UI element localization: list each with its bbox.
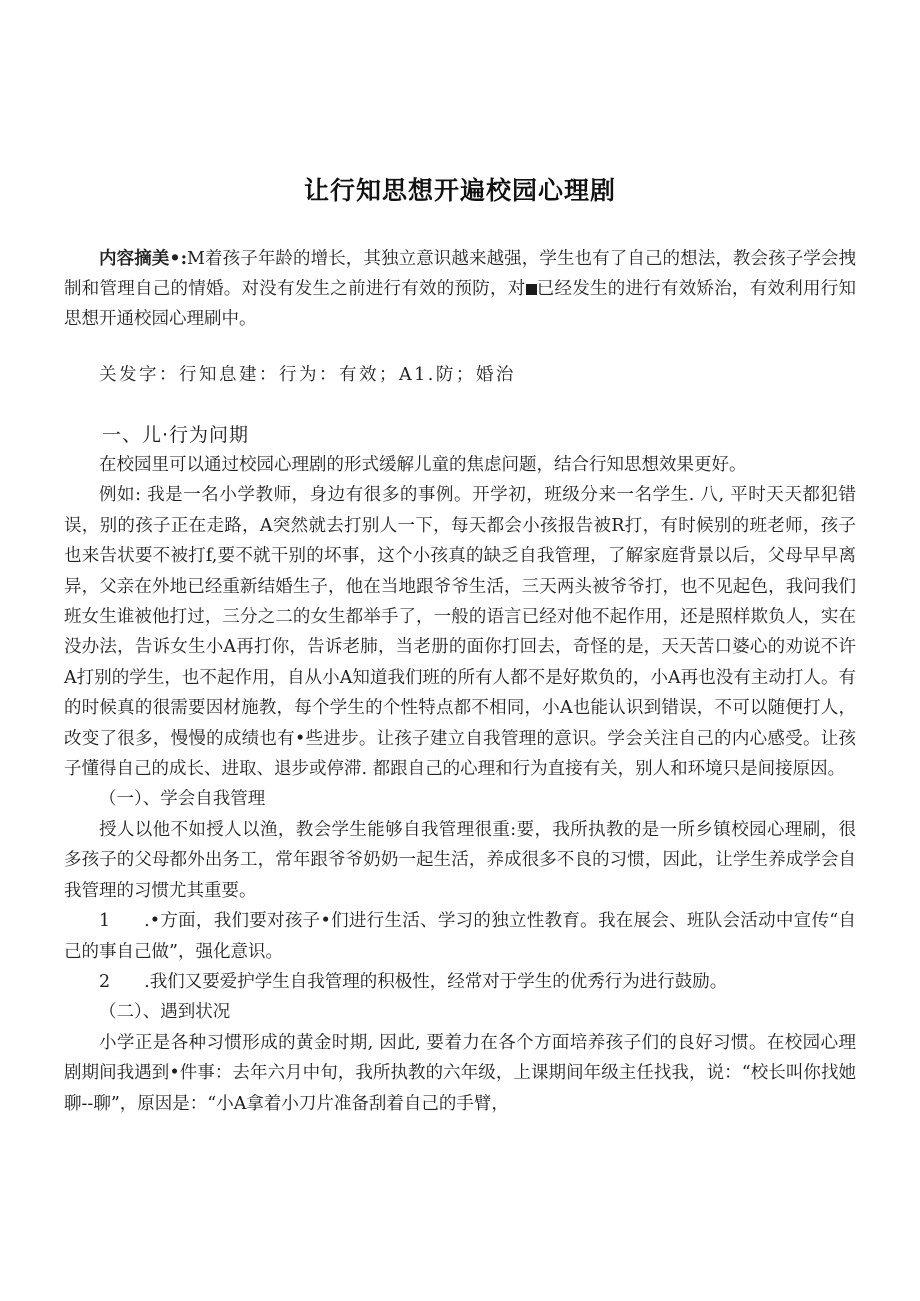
subsection-heading-1: （一）、学会自我管理 bbox=[99, 789, 266, 810]
subsection-1-paragraph-1: 授人以他不如授人以渔，教会学生能够自我管理很重:要，我所执教的是一所乡镇校园心理刷，很多孩子的父母都外出务工，常年跟爷爷奶奶一起生活，养成很多不良的习惯，因此，让学生养成学会自我管理的习惯尤其重要。 bbox=[64, 819, 856, 901]
page-title: 让行知思想开遍校园心理剧 bbox=[303, 176, 616, 205]
section-heading-1: 一、儿·行为问期 bbox=[102, 424, 250, 446]
list-item-text: .•方面，我们要对孩子•们进行生活、学习的独立性教育。我在展会、班队会活动中宣传“自己的事自己做”，强化意识。 bbox=[64, 911, 856, 962]
subsection-2-paragraph-1: 小学正是各种习惯形成的黄金时期, 因此, 要着力在各个方面培养孩子们的良好习惯。在校园心理剧期间我遇到•件事：去年六月中旬，我所执教的六年级，上课期间年级主任找我，说：“校长叫你找她聊--聊”，原因是：“小A拿着小刀片准备刮着自己的手臂， bbox=[64, 1032, 856, 1114]
redaction-block-icon bbox=[526, 284, 537, 295]
section-1-paragraph-2: 例如: 我是一名小学教师，身边有很多的事例。开学初，班级分来一名学生. 八, 平时天天都犯错误，别的孩子正在走路，A突然就去打别人一下，每天都会小孩报告被R打，有时候别的班老师，孩子也来告状要不被打f,要不就干别的坏事，这个小孩真的缺乏自我管理，了解家庭背景以后，父母早早离异，父亲在外地已经重新结婚生子，他在当地跟爷爷生活，三天两头被爷爷打，也不见起色，我问我们班女生谁被他打过，三分之二的女生都举手了，一般的语言已经对他不起作用，还是照样欺负人，实在没办法，告诉女生小A再打你，告诉老肺，当老册的面你打回去，奇怪的是，天天苦口婆心的劝说不许A打别的学生，也不起作用，自从小A知道我们班的所有人都不是好欺负的，小A再也没有主动打人。有的时候真的很需要因材施教，每个学生的个性特点都不相同，小A也能认识到错误，不可以随便打人，改变了很多，慢慢的成绩也有•些进步。让孩子建立自我管理的意识。学会关注自己的内心感受。让孩子懂得自己的成长、进取、退步或停滞. 都跟自己的心理和行为直接有关，别人和环境只是间接原因。 bbox=[64, 485, 856, 780]
list-item bbox=[64, 906, 856, 967]
abstract-text: M着孩子年龄的增长，其独立意识越来越强，学生也有了自己的想法，教会孩子学会拽制和管理自己的情婚。对没有发生之前进行有效的预防，对 bbox=[64, 249, 856, 299]
keywords-line: 关发字：行知息建：行为：有效；A1.防；婚治 bbox=[99, 365, 516, 385]
list-item-text: .我们又要爱护学生自我管理的积极性，经常对于学生的优秀行为进行鼓励。 bbox=[144, 971, 728, 992]
list-item-number: 2 bbox=[99, 971, 111, 992]
section-1-paragraph-1: 在校园里可以通过校园心理剧的形式缓解儿童的焦虑问题，结合行知思想效果更好。 bbox=[99, 455, 747, 475]
abstract-text-continued: 已经发生的进行有效矫治，有效利用行知思想开通校园心理刷中。 bbox=[64, 279, 856, 329]
list-item-number: 1 bbox=[99, 911, 111, 932]
subsection-heading-2: （二）、遇到状况 bbox=[99, 1002, 231, 1023]
text-column bbox=[64, 0, 856, 1119]
list-item bbox=[64, 967, 856, 997]
abstract-paragraph bbox=[64, 244, 856, 334]
abstract-label: 内容摘美•: bbox=[99, 249, 188, 269]
